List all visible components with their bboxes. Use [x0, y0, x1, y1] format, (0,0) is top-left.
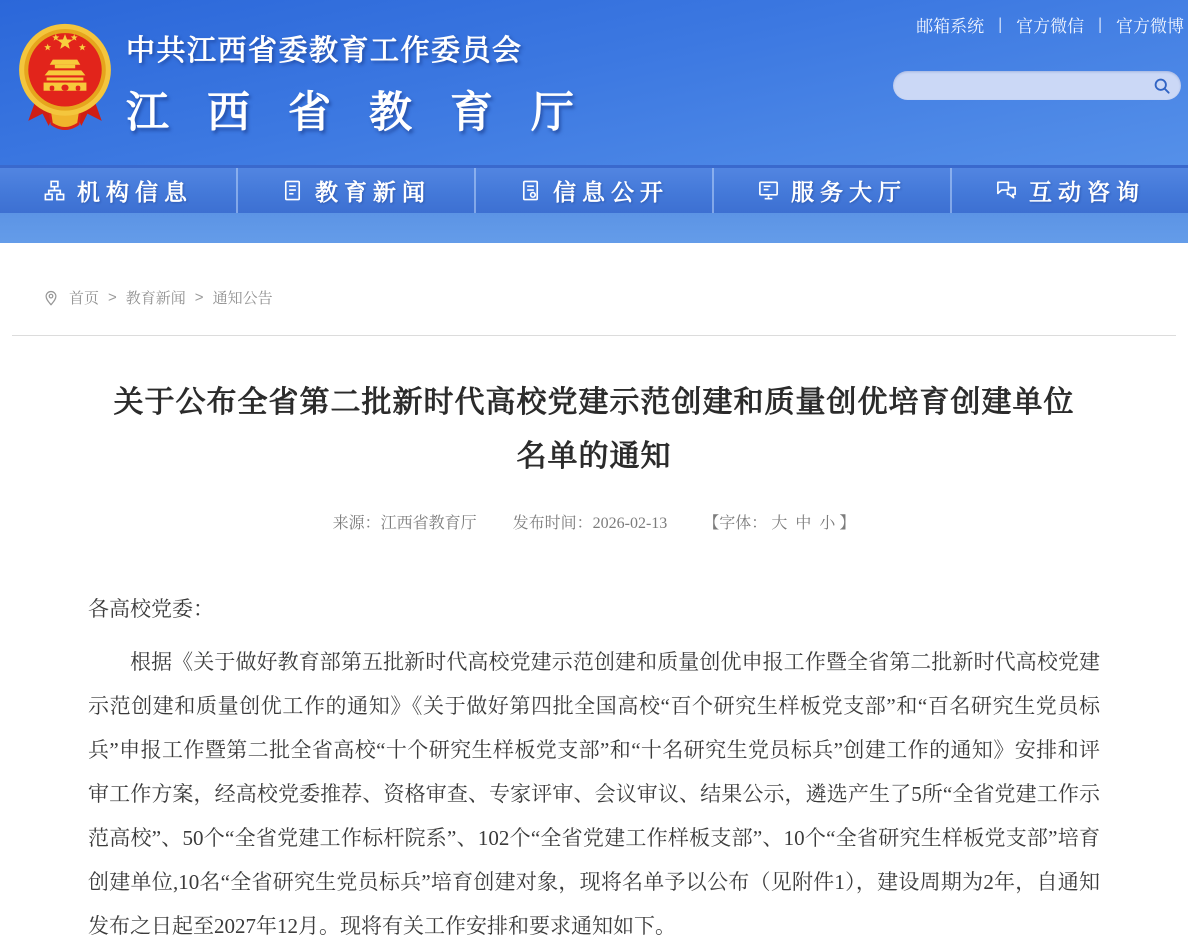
mail-system-link[interactable]: 邮箱系统	[916, 17, 985, 36]
breadcrumb-separator: >	[108, 289, 117, 306]
org-name: 中共江西省委教育工作委员会	[126, 35, 523, 67]
nav-sub-strip	[0, 213, 1188, 243]
content	[0, 287, 1188, 948]
nav-label: 教育新闻	[315, 179, 431, 205]
breadcrumb-notices[interactable]: 通知公告	[212, 290, 273, 307]
font-size-medium-button[interactable]: 中	[795, 515, 812, 532]
article-title-line2: 名单的通知	[516, 440, 672, 473]
location-pin-icon	[42, 289, 60, 307]
nav-item-interactive-consult[interactable]	[952, 168, 1188, 213]
org-chart-icon	[43, 179, 66, 202]
article-body	[88, 587, 1100, 948]
font-size-label-open: 【字体：	[703, 515, 768, 532]
font-size-small-button[interactable]: 小	[819, 515, 836, 532]
nav-item-service-hall[interactable]	[714, 168, 952, 213]
nav-item-org-info[interactable]	[0, 168, 238, 213]
nav-label: 互动咨询	[1029, 179, 1145, 205]
chat-bubbles-icon	[995, 179, 1018, 202]
nav-label: 机构信息	[77, 179, 193, 205]
article-publish-time: 发布时间：2026-02-13	[512, 515, 668, 532]
font-size-large-button[interactable]: 大	[771, 515, 788, 532]
font-size-label-close: 】	[839, 515, 856, 532]
breadcrumb-edu-news[interactable]: 教育新闻	[125, 290, 186, 307]
official-weibo-link[interactable]: 官方微博	[1116, 17, 1184, 36]
breadcrumb-separator: >	[194, 289, 204, 306]
top-links	[916, 12, 1184, 37]
nav-label: 服务大厅	[791, 179, 907, 205]
search-icon	[1152, 76, 1172, 96]
article-source: 来源：江西省教育厅	[332, 515, 477, 532]
breadcrumb-home[interactable]: 首页	[69, 290, 100, 307]
font-size-widget	[703, 515, 855, 532]
search-input[interactable]	[893, 71, 1152, 100]
nav-item-info-disclosure[interactable]	[476, 168, 714, 213]
article-paragraph-salutation: 各高校党委：	[88, 597, 214, 621]
official-wechat-link[interactable]: 官方微信	[1016, 17, 1085, 36]
document-list-icon	[519, 179, 542, 202]
breadcrumb	[12, 287, 1176, 308]
article-paragraph-main: 根据《关于做好教育部第五批新时代高校党建示范创建和质量创优申报工作暨全省第二批新时代高校党建示范创建和质量创优工作的通知》《关于做好第四批全国高校“百个研究生样板党支部”和“百名研究生党员标兵”申报工作暨第二批全省高校“十个研究生样板党支部”和“十名研究生党员标兵”创建工作的通知》安排和评审工作方案，经高校党委推荐、资格审查、专家评审、会议审议、结果公示，遴选产生了5所“全省党建工作示范高校”、50个“全省党建工作标杆院系”、102个“全省党建工作样板支部”、10个“全省研究生样板党支部”培育创建单位,10名“全省研究生党员标兵”培育创建对象，现将名单予以公布（见附件1），建设周期为2年，自通知发布之日起至2027年12月。现将有关工作安排和要求通知如下。	[88, 650, 1100, 938]
site-logo-home-link[interactable]	[14, 20, 612, 140]
search-button[interactable]	[1152, 76, 1181, 96]
news-doc-icon	[281, 179, 304, 202]
link-separator: |	[1098, 15, 1102, 34]
nav-label: 信息公开	[553, 179, 669, 205]
link-separator: |	[998, 15, 1003, 34]
article	[88, 376, 1100, 948]
main-nav	[0, 165, 1188, 213]
nav-item-edu-news[interactable]	[238, 168, 476, 213]
search-box	[893, 71, 1181, 100]
article-title	[88, 376, 1100, 484]
article-meta	[88, 510, 1100, 533]
divider-line	[12, 335, 1176, 336]
monitor-icon	[757, 179, 780, 202]
national-emblem-icon	[14, 20, 116, 138]
site-header	[0, 0, 1188, 165]
header-titles	[126, 20, 612, 140]
site-name: 江西省教育厅	[126, 89, 612, 137]
article-title-line1: 关于公布全省第二批新时代高校党建示范创建和质量创优培育创建单位	[113, 386, 1075, 419]
